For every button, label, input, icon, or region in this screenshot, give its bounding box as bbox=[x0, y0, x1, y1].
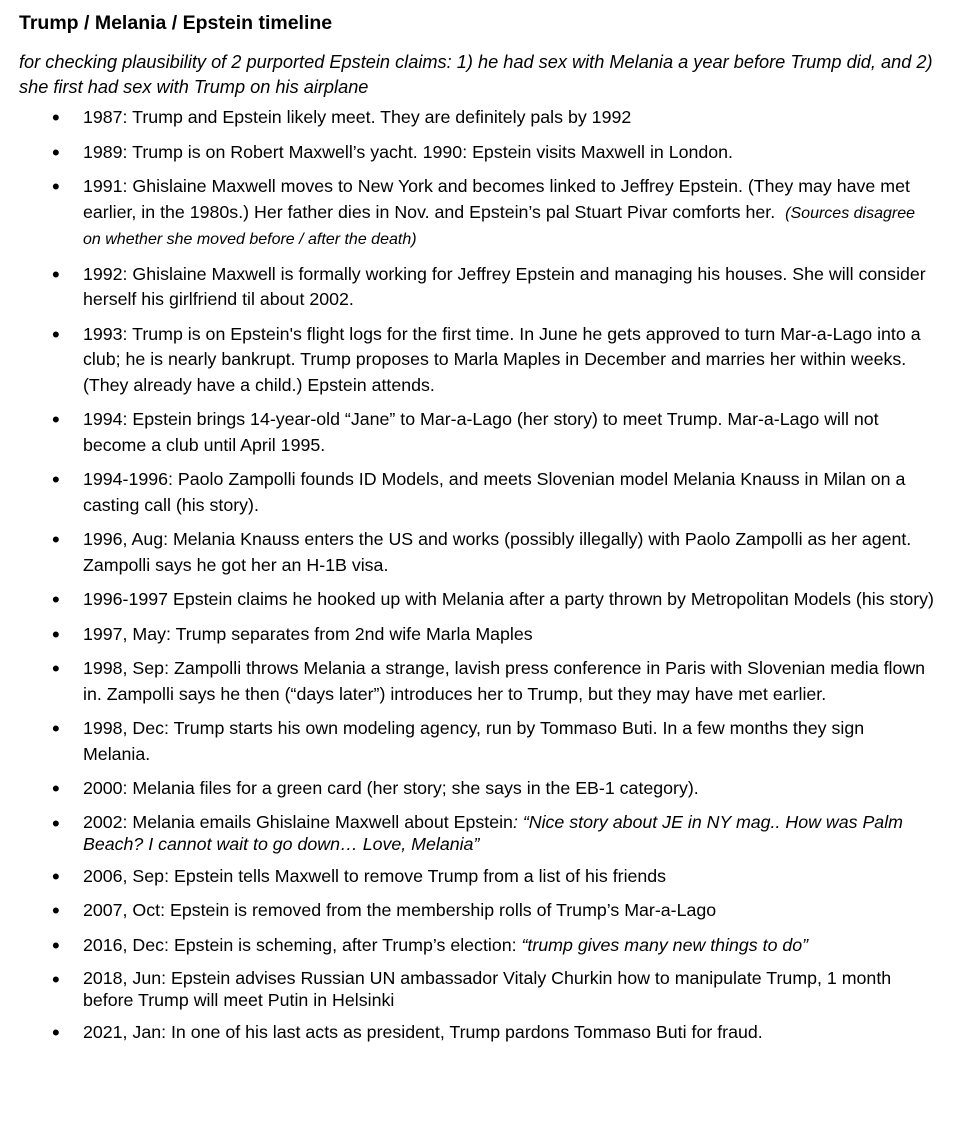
timeline-item bbox=[19, 174, 934, 253]
timeline-item-text: 2007, Oct: Epstein is removed from the membership rolls of Trump’s Mar-a-Lago bbox=[83, 900, 717, 920]
timeline-item bbox=[19, 898, 934, 924]
timeline-list bbox=[19, 105, 934, 1046]
timeline-item bbox=[19, 140, 934, 166]
timeline-item-text: 1997, May: Trump separates from 2nd wife Marla Maples bbox=[83, 623, 533, 644]
timeline-item bbox=[19, 864, 934, 890]
timeline-item bbox=[19, 933, 934, 959]
timeline-item-quote: “trump gives many new things to do” bbox=[521, 934, 809, 955]
timeline-item bbox=[19, 105, 934, 131]
timeline-item-text: 1994: Epstein brings 14-year-old “Jane” to Mar-a-Lago (her story) to meet Trump. Mar-a-Lago will not become a club until April 1995. bbox=[83, 409, 879, 455]
timeline-item bbox=[19, 407, 934, 458]
timeline-item bbox=[19, 811, 934, 855]
timeline-item-text: 2016, Dec: Epstein is scheming, after Trump’s election: bbox=[83, 934, 522, 955]
timeline-item bbox=[19, 322, 934, 399]
timeline-item-quote: : “Nice story about JE in NY mag.. How was Palm Beach? I cannot wait to go down… Love, Melania” bbox=[83, 811, 903, 854]
timeline-item bbox=[19, 262, 934, 313]
document-title: Trump / Melania / Epstein timeline bbox=[19, 12, 333, 34]
timeline-item-text: 1989: Trump is on Robert Maxwell’s yacht. 1990: Epstein visits Maxwell in London. bbox=[83, 141, 733, 162]
timeline-item bbox=[19, 467, 934, 518]
timeline-item-text: 1996-1997 Epstein claims he hooked up with Melania after a party thrown by Metropolitan Models (his story) bbox=[83, 589, 934, 609]
timeline-item-text: 2000: Melania files for a green card (her story; she says in the EB-1 category). bbox=[83, 778, 699, 798]
timeline-item bbox=[19, 622, 934, 648]
timeline-item-text: 1998, Sep: Zampolli throws Melania a strange, lavish press conference in Paris with Slovenian media flown in. Zampolli says he then (“days later”) introduces her to Trump, but they may have met earlier. bbox=[83, 658, 926, 704]
timeline-item bbox=[19, 776, 934, 802]
timeline-item bbox=[19, 527, 934, 578]
timeline-item-text: 1996, Aug: Melania Knauss enters the US and works (possibly illegally) with Paolo Zampolli as her agent. Zampolli says he got her an H-1B visa. bbox=[83, 529, 912, 575]
timeline-item-text: 2002: Melania emails Ghislaine Maxwell about Epstein bbox=[83, 811, 513, 832]
timeline-item-text: 1998, Dec: Trump starts his own modeling agency, run by Tommaso Buti. In a few months they sign Melania. bbox=[83, 718, 865, 764]
timeline-item-text: 1987: Trump and Epstein likely meet. They are definitely pals by 1992 bbox=[83, 107, 632, 127]
timeline-item-text: 2006, Sep: Epstein tells Maxwell to remove Trump from a list of his friends bbox=[83, 865, 667, 886]
timeline-item-text: 1994-1996: Paolo Zampolli founds ID Models, and meets Slovenian model Melania Knauss in Milan on a casting call (his story). bbox=[83, 469, 906, 515]
timeline-item bbox=[19, 656, 934, 707]
timeline-item-text: 2018, Jun: Epstein advises Russian UN ambassador Vitaly Churkin how to manipulate Trump, 1 month before Trump will meet Putin in Helsinki bbox=[83, 968, 892, 1010]
timeline-item-text: 2021, Jan: In one of his last acts as president, Trump pardons Tommaso Buti for fraud. bbox=[83, 1022, 763, 1042]
timeline-item-text: 1992: Ghislaine Maxwell is formally working for Jeffrey Epstein and managing his houses. She will consider herself his girlfriend til about 2002. bbox=[83, 263, 926, 309]
timeline-item-text: 1991: Ghislaine Maxwell moves to New York and becomes linked to Jeffrey Epstein. (They may have met earlier, in the 1980s.) Her father dies in Nov. and Epstein’s pal Stuart Pivar comforts her. bbox=[83, 176, 910, 222]
timeline-item-note: (Sources disagree on whether she moved before / after the death) bbox=[83, 204, 916, 248]
timeline-item bbox=[19, 716, 934, 767]
timeline-item-text: 1993: Trump is on Epstein's flight logs for the first time. In June he gets approved to turn Mar-a-Lago into a club; he is nearly bankrupt. Trump proposes to Marla Maples in December and marries her within weeks. (They already have a child.) Epstein attends. bbox=[83, 323, 921, 395]
document-intro: for checking plausibility of 2 purported Epstein claims: 1) he had sex with Melania a year before Trump did, and 2) she first had sex with Trump on his airplane bbox=[19, 52, 933, 97]
timeline-item bbox=[19, 1020, 934, 1046]
timeline-item bbox=[19, 587, 934, 613]
timeline-item bbox=[19, 967, 934, 1011]
